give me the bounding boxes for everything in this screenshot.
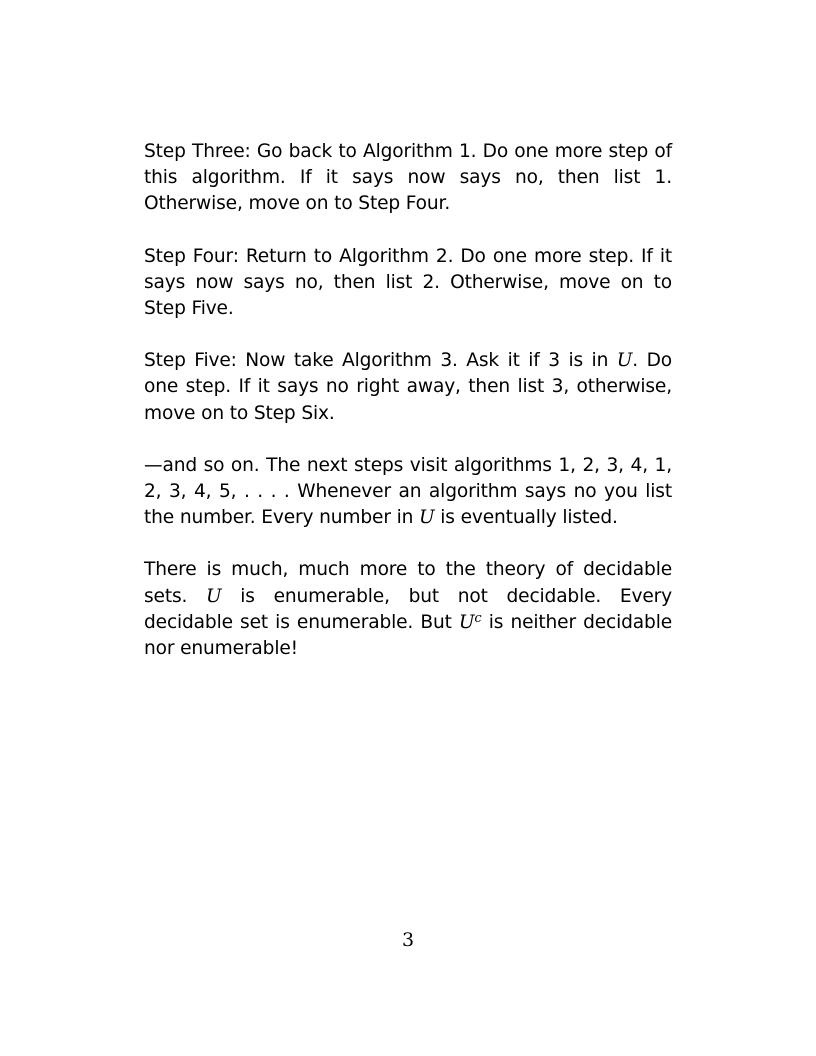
text-segment: is enumerable, but not decidable. Every decidable set is enumerable. But [144, 585, 672, 633]
text-segment: is eventually listed. [434, 507, 618, 529]
math-variable-u: U [419, 507, 435, 529]
text-segment: Step Four: Return to Algorithm 2. Do one more step. If it says now says no, then list 2. Otherwise, move on to Step Five. [144, 245, 672, 320]
math-variable-u: U [616, 350, 633, 372]
text-segment: Step Five: Now take Algorithm 3. Ask it if 3 is in [144, 350, 617, 372]
text-segment: Step Three: Go back to Algorithm 1. Do one more step of this algorithm. If it says now says no, then list 1. Otherwise, move on to Step Four. [144, 141, 672, 215]
page-number: 3 [401, 929, 415, 951]
math-superscript: c [474, 611, 482, 626]
paragraph-step-three [144, 139, 672, 218]
text-segment: There is much, much more to the theory of decidable sets. [144, 559, 672, 607]
body-text [144, 139, 672, 688]
math-variable-u: U [206, 585, 222, 607]
paragraph-step-four [144, 244, 672, 323]
text-segment: is neither decidable nor enumerable! [144, 611, 672, 660]
paragraph-and-so-on [144, 453, 672, 532]
text-segment: . Do one step. If it says no right away, then list 3, otherwise, move on to Step Six. [144, 350, 672, 424]
paragraph-step-five [144, 348, 672, 427]
math-base: U [458, 611, 475, 633]
paragraph-decidable-sets [144, 557, 672, 662]
text-segment: —and so on. The next steps visit algorithms 1, 2, 3, 4, 1, 2, 3, 4, 5, . . . . Whenever an algorithm says no you list the number. Every number in [144, 454, 672, 529]
math-variable-u-complement [459, 612, 482, 633]
